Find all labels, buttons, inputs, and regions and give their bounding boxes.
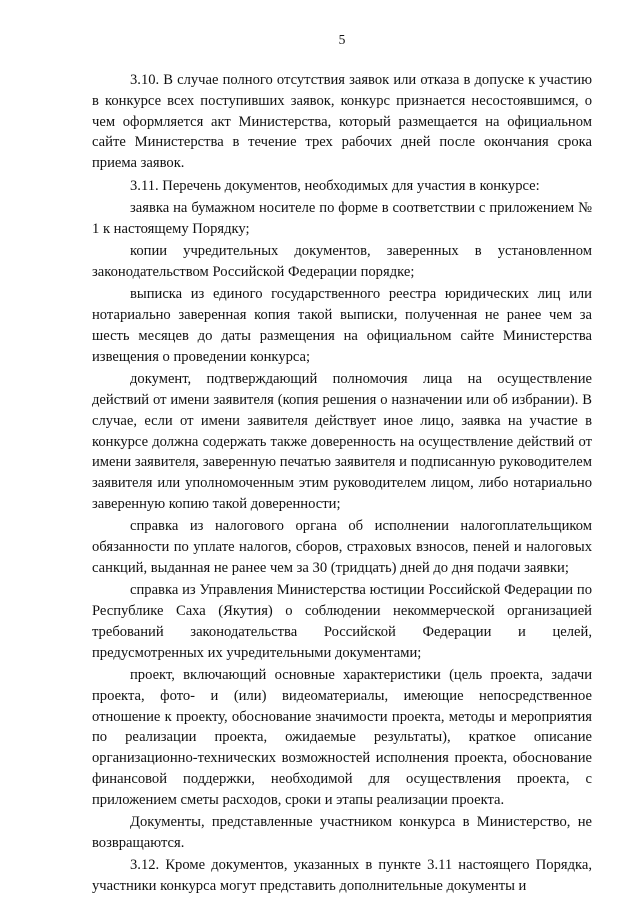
list-item-registry-extract: выписка из единого государственного реестра юридических лиц или нотариально заверенная копия такой выписки, полученная не ранее чем за шесть месяцев до даты размещения на официальном сайте Министерства извещения о проведении конкурса; <box>92 286 592 365</box>
list-item-tax-certificate: справка из налогового органа об исполнении налогоплательщиком обязанности по уплате налогов, сборов, страховых взносов, пеней и налоговых санкций, выданная не ранее чем за 30 (тридцать) дней до дня подачи заявки; <box>92 518 592 576</box>
paragraph-3-10: 3.10. В случае полного отсутствия заявок или отказа в допуске к участию в конкурсе всех поступивших заявок, конкурс признается несостоявшимся, о чем оформляется акт Министерства, который размещается на официальном сайте Министерства в течение трех рабочих дней после окончания срока приема заявок. <box>92 72 592 172</box>
page-number: 5 <box>338 32 346 47</box>
list-item-authority-document: документ, подтверждающий полномочия лица на осуществление действий от имени заявителя (копия решения о назначении или об избрании). В случае, если от имени заявителя действует иное лицо, заявка на участие в конкурсе должна содержать также доверенность на осуществление действий от имени заявителя, заверенную печатью заявителя и подписанную руководителем заявителя или уполномоченным этим руководителем лицом, либо нотариально заверенную копию такой доверенности; <box>92 371 592 512</box>
list-item-application: заявка на бумажном носителе по форме в соответствии с приложением № 1 к настоящему Порядку; <box>92 199 592 237</box>
list-item-justice-certificate: справка из Управления Министерства юстиции Российской Федерации по Республике Саха (Якутия) о соблюдении некоммерческой организацией требований законодательства Российской Федерации и целей, предусмотренных их учредительными документами; <box>92 582 592 661</box>
list-item-project: проект, включающий основные характеристики (цель проекта, задачи проекта, фото- и (или) видеоматериалы, имеющие непосредственное отношение к проекту, обоснование значимости проекта, методы и мероприятия по реализации проекта, ожидаемые результаты), краткое описание организационно-технических возможностей исполнения проекта, обоснование финансовой поддержки, необходимой для осуществления проекта, с приложением сметы расходов, сроки и этапы реализации проекта. <box>92 667 592 808</box>
paragraph-3-11: 3.11. Перечень документов, необходимых для участия в конкурсе: <box>130 177 540 194</box>
paragraph-3-12: 3.12. Кроме документов, указанных в пункте 3.11 настоящего Порядка, участники конкурса могут представить дополнительные документы и <box>92 857 592 895</box>
paragraph-documents-not-returned: Документы, представленные участником конкурса в Министерство, не возвращаются. <box>92 814 592 852</box>
list-item-founding-documents: копии учредительных документов, заверенных в установленном законодательством Российской Федерации порядке; <box>92 243 592 280</box>
